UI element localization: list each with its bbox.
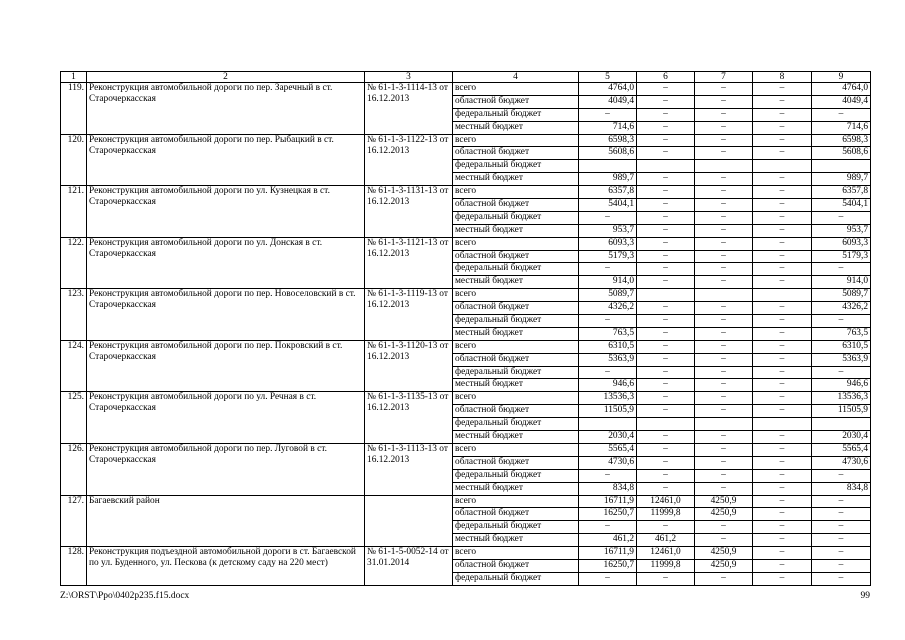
amount-cell: – bbox=[753, 276, 812, 289]
table-row bbox=[61, 134, 871, 147]
funding-source: областной бюджет bbox=[453, 147, 579, 160]
amount-cell: – bbox=[637, 431, 695, 444]
amount-cell: 946,6 bbox=[812, 379, 871, 392]
amount-cell: – bbox=[695, 431, 753, 444]
col-header: 5 bbox=[579, 72, 637, 83]
row-number: 123. bbox=[61, 289, 87, 341]
amount-cell: 11999,8 bbox=[637, 559, 695, 572]
amount-cell: – bbox=[637, 353, 695, 366]
row-number: 126. bbox=[61, 443, 87, 495]
amount-cell: – bbox=[812, 211, 871, 224]
amount-cell: – bbox=[579, 469, 637, 482]
amount-cell bbox=[637, 289, 695, 302]
amount-cell: 16250,7 bbox=[579, 508, 637, 521]
amount-cell bbox=[637, 418, 695, 431]
amount-cell: – bbox=[637, 379, 695, 392]
amount-cell: 989,7 bbox=[579, 173, 637, 186]
amount-cell: – bbox=[753, 250, 812, 263]
funding-source: областной бюджет bbox=[453, 353, 579, 366]
amount-cell: 4764,0 bbox=[579, 83, 637, 96]
funding-source: федеральный бюджет bbox=[453, 160, 579, 173]
col-header: 2 bbox=[87, 72, 365, 83]
table-row bbox=[61, 547, 871, 560]
funding-source: областной бюджет bbox=[453, 199, 579, 212]
project-description: Реконструкция автомобильной дороги по ул. Кузнецкая в ст. Старочеркасская bbox=[87, 186, 365, 238]
amount-cell: – bbox=[753, 508, 812, 521]
funding-source: областной бюджет bbox=[453, 302, 579, 315]
amount-cell: 5089,7 bbox=[812, 289, 871, 302]
amount-cell: – bbox=[753, 95, 812, 108]
amount-cell: – bbox=[579, 315, 637, 328]
amount-cell: – bbox=[637, 327, 695, 340]
budget-table bbox=[60, 71, 871, 586]
amount-cell: – bbox=[695, 353, 753, 366]
project-description: Реконструкция автомобильной дороги по пер. Заречный в ст. Старочеркасская bbox=[87, 83, 365, 135]
funding-source: всего bbox=[453, 237, 579, 250]
amount-cell bbox=[579, 418, 637, 431]
amount-cell: – bbox=[579, 108, 637, 121]
amount-cell: – bbox=[753, 534, 812, 547]
amount-cell: – bbox=[579, 211, 637, 224]
amount-cell: – bbox=[637, 173, 695, 186]
document-reference: № 61-1-3-1122-13 от 16.12.2013 bbox=[365, 134, 453, 186]
funding-source: областной бюджет bbox=[453, 405, 579, 418]
amount-cell: – bbox=[695, 340, 753, 353]
amount-cell: – bbox=[637, 108, 695, 121]
project-description: Реконструкция автомобильной дороги по ул. Донская в ст. Старочеркасская bbox=[87, 237, 365, 289]
funding-source: федеральный бюджет bbox=[453, 211, 579, 224]
amount-cell bbox=[579, 160, 637, 173]
amount-cell: – bbox=[637, 315, 695, 328]
amount-cell: – bbox=[753, 431, 812, 444]
amount-cell: – bbox=[637, 95, 695, 108]
amount-cell: – bbox=[812, 572, 871, 585]
amount-cell: – bbox=[695, 482, 753, 495]
amount-cell: – bbox=[637, 340, 695, 353]
project-description: Багаевский район bbox=[87, 495, 365, 547]
amount-cell: – bbox=[753, 482, 812, 495]
amount-cell: – bbox=[695, 237, 753, 250]
funding-source: всего bbox=[453, 186, 579, 199]
amount-cell: 4049,4 bbox=[812, 95, 871, 108]
amount-cell: – bbox=[695, 186, 753, 199]
amount-cell: 763,5 bbox=[579, 327, 637, 340]
amount-cell: 4730,6 bbox=[812, 456, 871, 469]
col-header: 1 bbox=[61, 72, 87, 83]
amount-cell: – bbox=[695, 302, 753, 315]
document-reference: № 61-1-3-1120-13 от 16.12.2013 bbox=[365, 340, 453, 392]
amount-cell: – bbox=[637, 482, 695, 495]
amount-cell: 946,6 bbox=[579, 379, 637, 392]
amount-cell: – bbox=[695, 443, 753, 456]
col-header: 9 bbox=[812, 72, 871, 83]
funding-source: областной бюджет bbox=[453, 250, 579, 263]
funding-source: местный бюджет bbox=[453, 173, 579, 186]
document-reference bbox=[365, 495, 453, 547]
funding-source: местный бюджет bbox=[453, 482, 579, 495]
row-number: 124. bbox=[61, 340, 87, 392]
amount-cell: – bbox=[695, 315, 753, 328]
document-reference: № 61-1-3-1131-13 от 16.12.2013 bbox=[365, 186, 453, 238]
amount-cell: 2030,4 bbox=[812, 431, 871, 444]
row-number: 121. bbox=[61, 186, 87, 238]
amount-cell bbox=[753, 160, 812, 173]
funding-source: всего bbox=[453, 289, 579, 302]
col-header: 4 bbox=[453, 72, 579, 83]
amount-cell: – bbox=[695, 405, 753, 418]
amount-cell: – bbox=[753, 469, 812, 482]
amount-cell: – bbox=[637, 469, 695, 482]
amount-cell: – bbox=[637, 134, 695, 147]
amount-cell bbox=[695, 418, 753, 431]
table-row bbox=[61, 340, 871, 353]
amount-cell: – bbox=[753, 559, 812, 572]
amount-cell: 5565,4 bbox=[579, 443, 637, 456]
amount-cell: 4250,9 bbox=[695, 508, 753, 521]
amount-cell: 16711,9 bbox=[579, 547, 637, 560]
amount-cell: – bbox=[812, 469, 871, 482]
amount-cell: – bbox=[637, 211, 695, 224]
document-reference: № 61-1-5-0052-14 от 31.01.2014 bbox=[365, 547, 453, 586]
amount-cell: 11505,9 bbox=[812, 405, 871, 418]
amount-cell: – bbox=[637, 392, 695, 405]
funding-source: областной бюджет bbox=[453, 456, 579, 469]
amount-cell: 6093,3 bbox=[579, 237, 637, 250]
amount-cell: – bbox=[753, 211, 812, 224]
amount-cell bbox=[753, 289, 812, 302]
amount-cell: – bbox=[695, 366, 753, 379]
amount-cell: – bbox=[753, 121, 812, 134]
funding-source: всего bbox=[453, 443, 579, 456]
amount-cell: – bbox=[753, 353, 812, 366]
amount-cell: – bbox=[812, 547, 871, 560]
amount-cell: – bbox=[753, 199, 812, 212]
funding-source: местный бюджет bbox=[453, 121, 579, 134]
amount-cell: 11505,9 bbox=[579, 405, 637, 418]
amount-cell: – bbox=[753, 495, 812, 508]
col-header: 8 bbox=[753, 72, 812, 83]
funding-source: местный бюджет bbox=[453, 224, 579, 237]
amount-cell: – bbox=[753, 547, 812, 560]
amount-cell: – bbox=[695, 250, 753, 263]
amount-cell: 4049,4 bbox=[579, 95, 637, 108]
amount-cell: 461,2 bbox=[579, 534, 637, 547]
table-row bbox=[61, 392, 871, 405]
amount-cell: – bbox=[812, 534, 871, 547]
amount-cell: – bbox=[753, 186, 812, 199]
table-row bbox=[61, 495, 871, 508]
project-description: Реконструкция автомобильной дороги по ул. Речная в ст. Старочеркасская bbox=[87, 392, 365, 444]
amount-cell: – bbox=[695, 147, 753, 160]
amount-cell: – bbox=[753, 340, 812, 353]
amount-cell: – bbox=[695, 521, 753, 534]
amount-cell: – bbox=[695, 263, 753, 276]
amount-cell: 5179,3 bbox=[579, 250, 637, 263]
funding-source: всего bbox=[453, 547, 579, 560]
project-description: Реконструкция автомобильной дороги по пер. Луговой в ст. Старочеркасская bbox=[87, 443, 365, 495]
amount-cell bbox=[637, 160, 695, 173]
amount-cell: 5089,7 bbox=[579, 289, 637, 302]
amount-cell: 914,0 bbox=[812, 276, 871, 289]
amount-cell: 16250,7 bbox=[579, 559, 637, 572]
amount-cell: – bbox=[637, 276, 695, 289]
funding-source: федеральный бюджет bbox=[453, 418, 579, 431]
project-description: Реконструкция автомобильной дороги по пер. Покровский в ст. Старочеркасская bbox=[87, 340, 365, 392]
funding-source: всего bbox=[453, 340, 579, 353]
amount-cell: – bbox=[695, 173, 753, 186]
amount-cell: – bbox=[695, 134, 753, 147]
amount-cell: 714,6 bbox=[812, 121, 871, 134]
amount-cell: – bbox=[637, 121, 695, 134]
amount-cell: 6598,3 bbox=[812, 134, 871, 147]
amount-cell: 2030,4 bbox=[579, 431, 637, 444]
amount-cell: – bbox=[753, 443, 812, 456]
funding-source: местный бюджет bbox=[453, 327, 579, 340]
amount-cell: 4764,0 bbox=[812, 83, 871, 96]
amount-cell: 11999,8 bbox=[637, 508, 695, 521]
document-reference: № 61-1-3-1121-13 от 16.12.2013 bbox=[365, 237, 453, 289]
amount-cell: 6598,3 bbox=[579, 134, 637, 147]
amount-cell: – bbox=[753, 237, 812, 250]
amount-cell: 834,8 bbox=[579, 482, 637, 495]
amount-cell: – bbox=[637, 405, 695, 418]
amount-cell: – bbox=[753, 224, 812, 237]
amount-cell: – bbox=[753, 379, 812, 392]
document-reference: № 61-1-3-1119-13 от 16.12.2013 bbox=[365, 289, 453, 341]
amount-cell: – bbox=[695, 379, 753, 392]
file-path: Z:\ORST\Ppo\0402p235.f15.docx bbox=[60, 591, 190, 601]
funding-source: всего bbox=[453, 83, 579, 96]
col-header: 3 bbox=[365, 72, 453, 83]
amount-cell: – bbox=[695, 224, 753, 237]
amount-cell: 12461,0 bbox=[637, 495, 695, 508]
amount-cell: – bbox=[695, 199, 753, 212]
amount-cell bbox=[812, 418, 871, 431]
funding-source: федеральный бюджет bbox=[453, 521, 579, 534]
funding-source: всего bbox=[453, 134, 579, 147]
amount-cell: – bbox=[753, 327, 812, 340]
amount-cell: – bbox=[812, 263, 871, 276]
amount-cell: – bbox=[695, 392, 753, 405]
amount-cell: 13536,3 bbox=[579, 392, 637, 405]
amount-cell: 5608,6 bbox=[812, 147, 871, 160]
amount-cell: – bbox=[637, 572, 695, 585]
document-reference: № 61-1-3-1114-13 от 16.12.2013 bbox=[365, 83, 453, 135]
amount-cell: 5404,1 bbox=[579, 199, 637, 212]
amount-cell: – bbox=[812, 108, 871, 121]
header-row bbox=[61, 72, 871, 83]
col-header: 7 bbox=[695, 72, 753, 83]
amount-cell: 6357,8 bbox=[812, 186, 871, 199]
funding-source: областной бюджет bbox=[453, 508, 579, 521]
table-row bbox=[61, 443, 871, 456]
amount-cell: 763,5 bbox=[812, 327, 871, 340]
amount-cell: 914,0 bbox=[579, 276, 637, 289]
amount-cell: – bbox=[753, 366, 812, 379]
amount-cell: – bbox=[753, 392, 812, 405]
amount-cell: – bbox=[637, 147, 695, 160]
project-description: Реконструкция подъездной автомобильной дороги в ст. Багаевской по ул. Буденного, ул. Пескова (к детскому саду на 220 мест) bbox=[87, 547, 365, 586]
amount-cell: – bbox=[637, 263, 695, 276]
amount-cell: – bbox=[812, 508, 871, 521]
amount-cell: – bbox=[637, 237, 695, 250]
document-reference: № 61-1-3-1135-13 от 16.12.2013 bbox=[365, 392, 453, 444]
amount-cell: 4250,9 bbox=[695, 559, 753, 572]
amount-cell: 12461,0 bbox=[637, 547, 695, 560]
row-number: 119. bbox=[61, 83, 87, 135]
funding-source: областной бюджет bbox=[453, 559, 579, 572]
funding-source: федеральный бюджет bbox=[453, 263, 579, 276]
amount-cell: – bbox=[579, 366, 637, 379]
amount-cell: 834,8 bbox=[812, 482, 871, 495]
amount-cell: – bbox=[695, 456, 753, 469]
funding-source: федеральный бюджет bbox=[453, 108, 579, 121]
amount-cell: – bbox=[637, 366, 695, 379]
amount-cell: 6357,8 bbox=[579, 186, 637, 199]
funding-source: местный бюджет bbox=[453, 534, 579, 547]
row-number: 128. bbox=[61, 547, 87, 586]
amount-cell: – bbox=[637, 456, 695, 469]
amount-cell: – bbox=[753, 134, 812, 147]
amount-cell: – bbox=[812, 495, 871, 508]
amount-cell: – bbox=[753, 147, 812, 160]
amount-cell: – bbox=[695, 572, 753, 585]
amount-cell: 4250,9 bbox=[695, 495, 753, 508]
amount-cell: – bbox=[579, 572, 637, 585]
amount-cell: 953,7 bbox=[579, 224, 637, 237]
amount-cell: – bbox=[637, 302, 695, 315]
row-number: 120. bbox=[61, 134, 87, 186]
amount-cell: – bbox=[753, 572, 812, 585]
table-row bbox=[61, 289, 871, 302]
amount-cell: 6310,5 bbox=[579, 340, 637, 353]
amount-cell: – bbox=[695, 95, 753, 108]
amount-cell: 16711,9 bbox=[579, 495, 637, 508]
amount-cell: 461,2 bbox=[637, 534, 695, 547]
funding-source: федеральный бюджет bbox=[453, 469, 579, 482]
project-description: Реконструкция автомобильной дороги по пер. Новоселовский в ст. Старочеркасская bbox=[87, 289, 365, 341]
amount-cell: – bbox=[812, 559, 871, 572]
funding-source: местный бюджет bbox=[453, 379, 579, 392]
funding-source: всего bbox=[453, 495, 579, 508]
amount-cell: 6310,5 bbox=[812, 340, 871, 353]
amount-cell: 4730,6 bbox=[579, 456, 637, 469]
funding-source: местный бюджет bbox=[453, 431, 579, 444]
amount-cell: – bbox=[753, 521, 812, 534]
amount-cell: 4250,9 bbox=[695, 547, 753, 560]
amount-cell: – bbox=[753, 405, 812, 418]
amount-cell: – bbox=[695, 108, 753, 121]
row-number: 125. bbox=[61, 392, 87, 444]
amount-cell: – bbox=[753, 263, 812, 276]
amount-cell: – bbox=[637, 224, 695, 237]
amount-cell: 4326,2 bbox=[579, 302, 637, 315]
funding-source: местный бюджет bbox=[453, 276, 579, 289]
project-description: Реконструкция автомобильной дороги по пер. Рыбацкий в ст. Старочеркасская bbox=[87, 134, 365, 186]
amount-cell: 5608,6 bbox=[579, 147, 637, 160]
amount-cell: – bbox=[579, 521, 637, 534]
amount-cell: 4326,2 bbox=[812, 302, 871, 315]
amount-cell bbox=[812, 160, 871, 173]
amount-cell: – bbox=[812, 315, 871, 328]
amount-cell: 5565,4 bbox=[812, 443, 871, 456]
amount-cell: – bbox=[695, 121, 753, 134]
amount-cell: – bbox=[753, 173, 812, 186]
amount-cell: – bbox=[753, 83, 812, 96]
page-number: 99 bbox=[860, 591, 870, 601]
amount-cell: – bbox=[637, 443, 695, 456]
amount-cell: – bbox=[579, 263, 637, 276]
amount-cell: – bbox=[637, 186, 695, 199]
amount-cell: – bbox=[753, 315, 812, 328]
amount-cell: 13536,3 bbox=[812, 392, 871, 405]
amount-cell: 5363,9 bbox=[579, 353, 637, 366]
amount-cell: – bbox=[753, 108, 812, 121]
funding-source: всего bbox=[453, 392, 579, 405]
amount-cell: 6093,3 bbox=[812, 237, 871, 250]
amount-cell: – bbox=[695, 83, 753, 96]
amount-cell: 5179,3 bbox=[812, 250, 871, 263]
amount-cell: – bbox=[753, 302, 812, 315]
amount-cell: – bbox=[812, 521, 871, 534]
amount-cell: 5404,1 bbox=[812, 199, 871, 212]
row-number: 127. bbox=[61, 495, 87, 547]
document-reference: № 61-1-3-1113-13 от 16.12.2013 bbox=[365, 443, 453, 495]
amount-cell: – bbox=[637, 250, 695, 263]
amount-cell: 714,6 bbox=[579, 121, 637, 134]
table-row bbox=[61, 237, 871, 250]
amount-cell bbox=[695, 289, 753, 302]
funding-source: федеральный бюджет bbox=[453, 572, 579, 585]
table-row bbox=[61, 186, 871, 199]
amount-cell: – bbox=[695, 211, 753, 224]
amount-cell: 953,7 bbox=[812, 224, 871, 237]
col-header: 6 bbox=[637, 72, 695, 83]
amount-cell: – bbox=[695, 534, 753, 547]
amount-cell: – bbox=[812, 366, 871, 379]
amount-cell: – bbox=[753, 456, 812, 469]
funding-source: федеральный бюджет bbox=[453, 315, 579, 328]
row-number: 122. bbox=[61, 237, 87, 289]
amount-cell bbox=[695, 160, 753, 173]
amount-cell: – bbox=[695, 469, 753, 482]
table-row bbox=[61, 83, 871, 96]
amount-cell: – bbox=[637, 199, 695, 212]
amount-cell: – bbox=[637, 521, 695, 534]
amount-cell: – bbox=[637, 83, 695, 96]
funding-source: областной бюджет bbox=[453, 95, 579, 108]
amount-cell: – bbox=[695, 327, 753, 340]
amount-cell: – bbox=[695, 276, 753, 289]
amount-cell bbox=[753, 418, 812, 431]
amount-cell: 989,7 bbox=[812, 173, 871, 186]
funding-source: федеральный бюджет bbox=[453, 366, 579, 379]
amount-cell: 5363,9 bbox=[812, 353, 871, 366]
